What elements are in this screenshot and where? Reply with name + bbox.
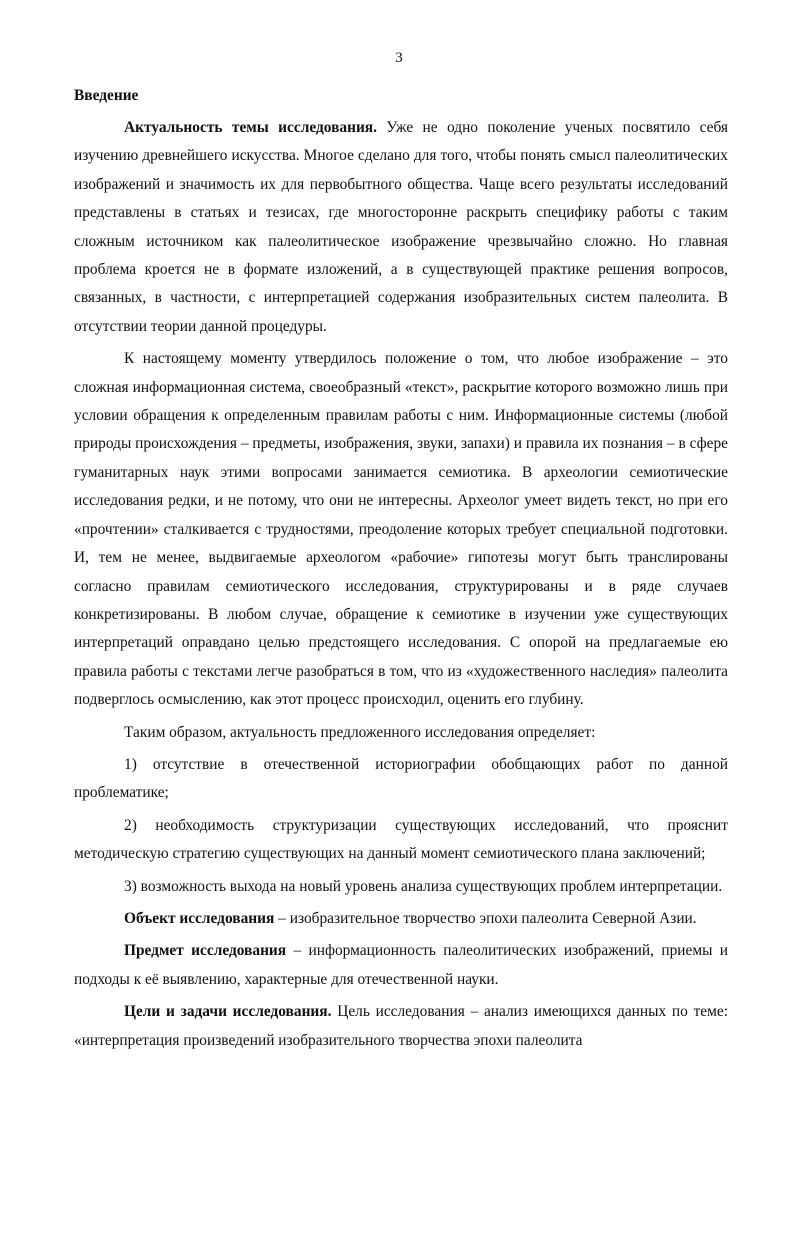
list-item-2 <box>74 812 728 869</box>
paragraph-lead: Цели и задачи исследования. <box>124 1003 332 1021</box>
paragraph-text: Уже не одно поколение ученых посвятило себя изучению древнейшего искусства. Многое сделано для того, чтобы понять смысл палеолитических изображений и значимость их для первобытного общества. Чаще всего результаты исследований представлены в статьях и тезисах, где многосторонне раскрыть специфику работы с таким сложным источником как палеолитическое изображение чрезвычайно сложно. Но главная проблема кроется не в формате изложений, а в существующей практике решения вопросов, связанных, в частности, с интерпретацией содержания изобразительных систем палеолита. В отсутствии теории данной процедуры. <box>74 119 728 335</box>
paragraph-text: Цель исследования – анализ имеющихся данных по теме: «интерпретация произведений изобразительного творчества эпохи палеолита <box>74 1003 728 1049</box>
paragraph-text: Таким образом, актуальность предложенного исследования определяет: <box>124 723 596 741</box>
paragraph-text: К настоящему моменту утвердилось положение о том, что любое изображение – это сложная информационная система, своеобразный «текст», раскрытие которого возможно лишь при условии обращения к определенным правилам работы с ним. Информационные системы (любой природы происхождения – предметы, изображения, звуки, запахи) и правила их познания – в сфере гуманитарных наук этими вопросами занимается семиотика. В археологии семиотические исследования редки, и не потому, что они не интересны. Археолог умеет видеть текст, но при его «прочтении» сталкивается с трудностями, преодоление которых требует специальной подготовки. И, тем не менее, выдвигаемые археологом «рабочие» гипотезы могут быть транслированы согласно правилам семиотического исследования, структурированы и в ряде случаев конкретизированы. В любом случае, обращение к семиотике в изучении уже существующих интерпретаций оправдано целью предстоящего исследования. С опорой на предлагаемые ею правила работы с текстами легче разобраться в том, что из «художественного наследия» палеолита подверглось осмыслению, как этот процесс происходил, оценить его глубину. <box>74 350 728 709</box>
paragraph-text: 3) возможность выхода на новый уровень анализа существующих проблем интерпретации. <box>124 877 723 895</box>
paragraph-relevance <box>74 114 728 341</box>
paragraph-relevance-intro <box>74 719 728 747</box>
paragraph-lead: Объект исследования <box>124 909 275 927</box>
list-item-3 <box>74 873 728 901</box>
paragraph-subject <box>74 937 728 994</box>
list-item-1 <box>74 751 728 808</box>
paragraph-text: – изобразительное творчество эпохи палеолита Северной Азии. <box>274 909 697 927</box>
document-body <box>74 86 728 1055</box>
paragraph-goals <box>74 998 728 1055</box>
paragraph-text: 2) необходимость структуризации существующих исследований, что прояснит методическую стратегию существующих на данный момент семиотического плана заключений; <box>74 816 728 863</box>
paragraph-semiotics <box>74 345 728 714</box>
paragraph-text: – информационность палеолитических изображений, приемы и подходы к её выявлению, характерные для отечественной науки. <box>74 942 728 988</box>
page-number: 3 <box>395 50 403 66</box>
section-heading: Введение <box>74 87 139 104</box>
paragraph-lead: Актуальность темы исследования. <box>124 119 377 136</box>
paragraph-text: 1) отсутствие в отечественной историографии обобщающих работ по данной проблематике; <box>74 755 728 802</box>
paragraph-object <box>74 905 728 933</box>
paragraph-lead: Предмет исследования <box>124 942 287 960</box>
